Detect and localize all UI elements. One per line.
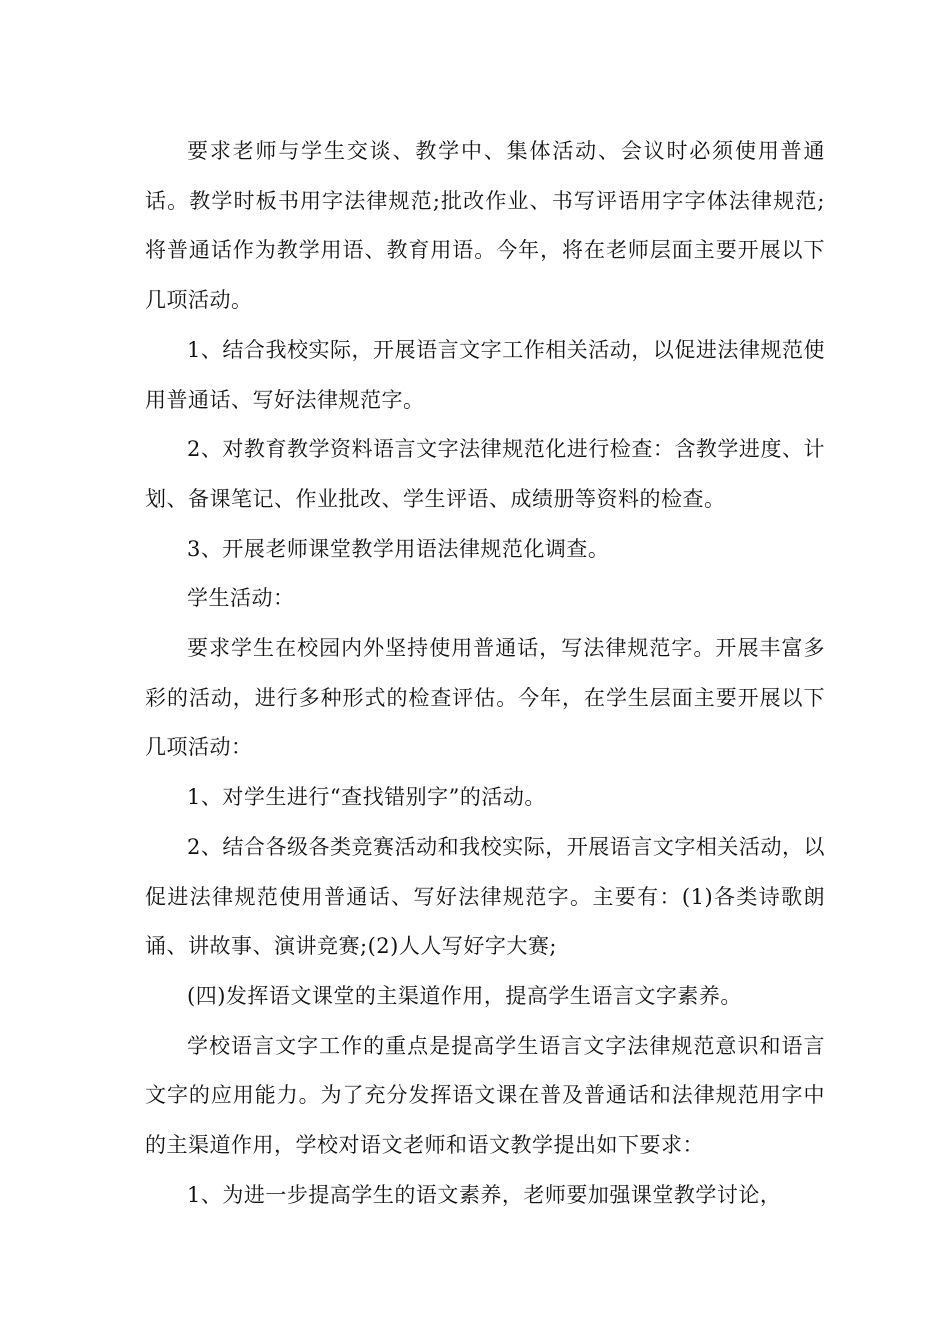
paragraph: 2、对教育教学资料语言文字法律规范化进行检查：含教学进度、计划、备课笔记、作业批改、学生评语、成绩册等资料的检查。 xyxy=(145,437,825,511)
document-body xyxy=(145,127,825,1220)
paragraph: 学校语言文字工作的重点是提高学生语言文字法律规范意识和语言文字的应用能力。为了充分发挥语文课在普及普通话和法律规范用字中的主渠道作用，学校对语文老师和语文教学提出如下要求： xyxy=(145,1033,825,1158)
section-heading: 学生活动： xyxy=(187,586,295,611)
paragraph: 1、对学生进行“查找错别字”的活动。 xyxy=(187,785,546,810)
paragraph: 1、为进一步提高学生的语文素养，老师要加强课堂教学讨论， xyxy=(187,1182,782,1207)
paragraph: 要求老师与学生交谈、教学中、集体活动、会议时必须使用普通话。教学时板书用字法律规范;批改作业、书写评语用字字体法律规范;将普通话作为教学用语、教育用语。今年，将在老师层面主要开展以下几项活动。 xyxy=(145,139,825,313)
paragraph: 1、结合我校实际，开展语言文字工作相关活动，以促进法律规范使用普通话、写好法律规范字。 xyxy=(145,337,825,412)
section-heading: (四)发挥语文课堂的主渠道作用，提高学生语言文字素养。 xyxy=(187,983,742,1008)
paragraph: 2、结合各级各类竞赛活动和我校实际，开展语言文字相关活动，以促进法律规范使用普通话、写好法律规范字。主要有：(1)各类诗歌朗诵、讲故事、演讲竞赛;(2)人人写好字大赛; xyxy=(145,834,825,959)
paragraph: 要求学生在校园内外坚持使用普通话，写法律规范字。开展丰富多彩的活动，进行多种形式的检查评估。今年，在学生层面主要开展以下几项活动： xyxy=(145,636,825,760)
paragraph: 3、开展老师课堂教学用语法律规范化调查。 xyxy=(187,536,610,561)
